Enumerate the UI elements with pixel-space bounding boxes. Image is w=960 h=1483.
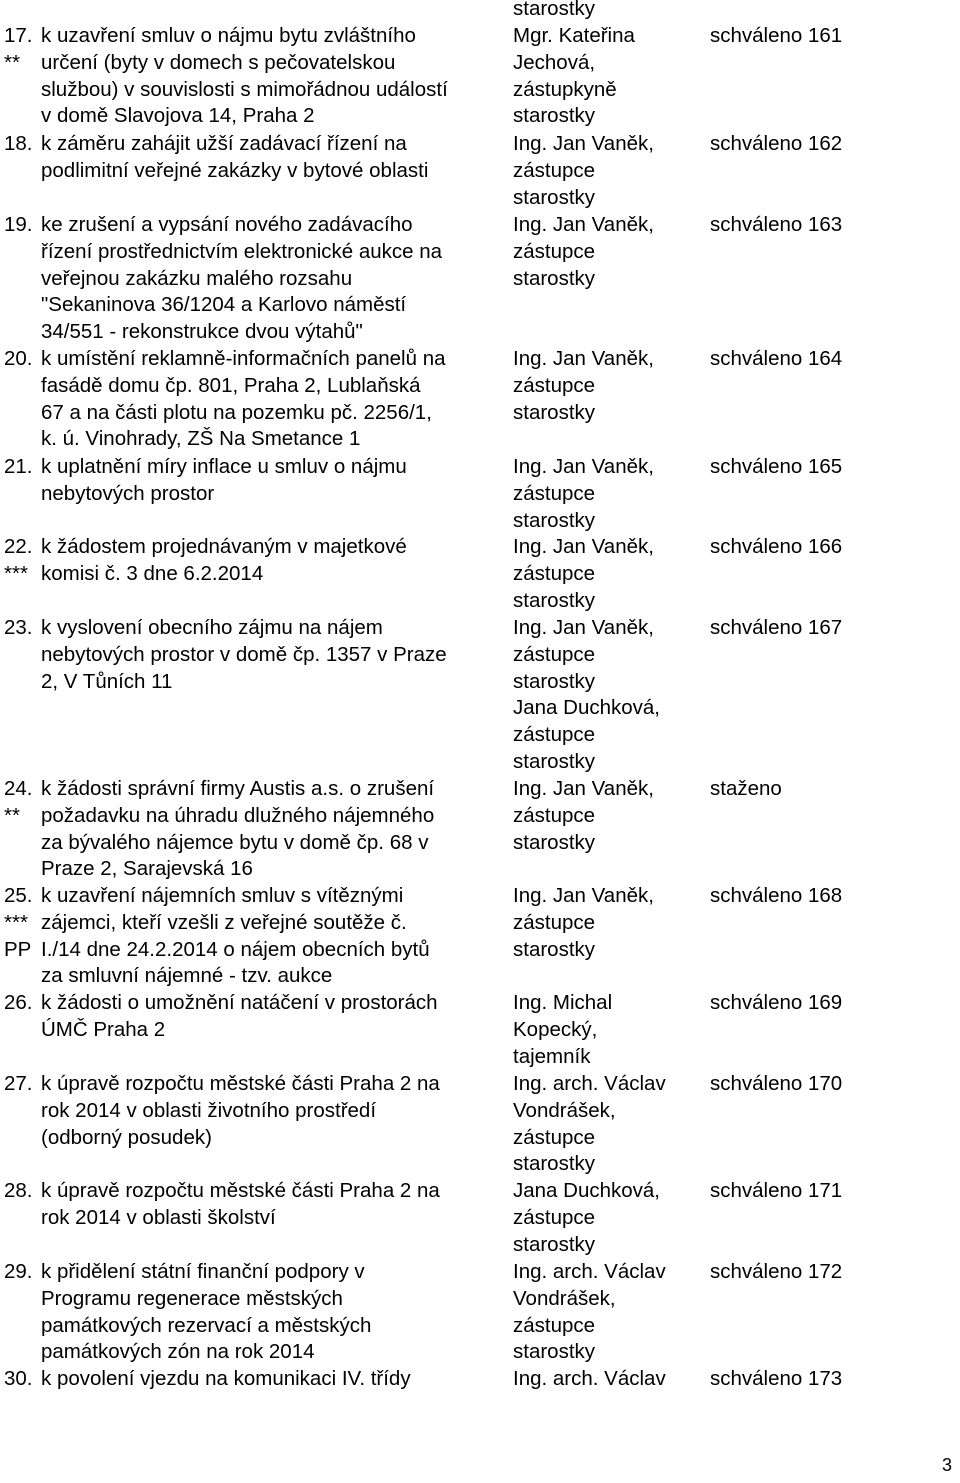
item-responsible: Mgr. Kateřina Jechová, zástupkyně starostky bbox=[513, 24, 635, 128]
item-text: k přidělení státní finanční podpory v Programu regenerace městských památkových rezervací a městských památkových zón na rok 2014 bbox=[41, 1260, 372, 1364]
item-number: 27. bbox=[4, 1072, 33, 1095]
item-number: 28. bbox=[4, 1179, 33, 1202]
item-result: schváleno 171 bbox=[710, 1179, 843, 1202]
item-text: k záměru zahájit užší zadávací řízení na podlimitní veřejné zakázky v bytové oblasti bbox=[41, 132, 429, 182]
item-number: 18. bbox=[4, 132, 33, 155]
item-number: 21. bbox=[4, 455, 33, 478]
item-responsible: Ing. Jan Vaněk, zástupce starostky bbox=[513, 884, 654, 961]
page-number: 3 bbox=[942, 1455, 953, 1475]
item-number: 20. bbox=[4, 347, 33, 370]
item-result: schváleno 161 bbox=[710, 24, 843, 47]
item-text: k žádosti správní firmy Austis a.s. o zrušení požadavku na úhradu dlužného nájemného za bývalého nájemce bytu v domě čp. 68 v Praze 2, Sarajevská 16 bbox=[41, 777, 435, 881]
item-number: 30. bbox=[4, 1367, 33, 1390]
item-text: k uzavření nájemních smluv s vítěznými zájemci, kteří vzešli z veřejné soutěže č. I./14 dne 24.2.2014 o nájem obecních bytů za smluvní nájemné - tzv. aukce bbox=[41, 884, 430, 988]
item-result: schváleno 170 bbox=[710, 1072, 843, 1095]
item-responsible: Ing. Jan Vaněk, zástupce starostky Jana Duchková, zástupce starostky bbox=[513, 616, 661, 773]
item-text: k povolení vjezdu na komunikaci IV. třídy bbox=[41, 1367, 411, 1390]
item-responsible: Ing. Jan Vaněk, zástupce starostky bbox=[513, 347, 654, 424]
item-number: 25. *** PP bbox=[4, 884, 33, 961]
item-responsible: Ing. Jan Vaněk, zástupce starostky bbox=[513, 213, 654, 290]
item-result: schváleno 172 bbox=[710, 1260, 843, 1283]
item-result: schváleno 173 bbox=[710, 1367, 843, 1390]
item-number: 17. ** bbox=[4, 24, 33, 74]
item-responsible: Ing. Michal Kopecký, tajemník bbox=[513, 991, 613, 1068]
item-responsible: Ing. Jan Vaněk, zástupce starostky bbox=[513, 777, 654, 854]
item-result: schváleno 167 bbox=[710, 616, 843, 639]
item-result: schváleno 169 bbox=[710, 991, 843, 1014]
item-result: schváleno 168 bbox=[710, 884, 843, 907]
item-text: k žádostem projednávaným v majetkové komisi č. 3 dne 6.2.2014 bbox=[41, 535, 407, 585]
item-responsible: Ing. Jan Vaněk, zástupce starostky bbox=[513, 132, 654, 209]
top-continuation-text: starostky bbox=[513, 0, 596, 20]
item-responsible: Ing. Jan Vaněk, zástupce starostky bbox=[513, 455, 654, 532]
item-responsible: Jana Duchková, zástupce starostky bbox=[513, 1179, 661, 1256]
item-responsible: Ing. arch. Václav Vondrášek, zástupce starostky bbox=[513, 1072, 666, 1176]
item-text: k úpravě rozpočtu městské části Praha 2 na rok 2014 v oblasti školství bbox=[41, 1179, 440, 1229]
item-number: 26. bbox=[4, 991, 33, 1014]
item-result: schváleno 164 bbox=[710, 347, 843, 370]
item-text: k žádosti o umožnění natáčení v prostorách ÚMČ Praha 2 bbox=[41, 991, 438, 1041]
item-responsible: Ing. arch. Václav Vondrášek, zástupce starostky bbox=[513, 1260, 666, 1364]
item-number: 19. bbox=[4, 213, 33, 236]
item-text: k vyslovení obecního zájmu na nájem nebytových prostor v domě čp. 1357 v Praze 2, V Tůních 11 bbox=[41, 616, 447, 693]
item-number: 23. bbox=[4, 616, 33, 639]
item-text: k úpravě rozpočtu městské části Praha 2 na rok 2014 v oblasti životního prostředí (odborný posudek) bbox=[41, 1072, 440, 1149]
item-result: schváleno 162 bbox=[710, 132, 843, 155]
item-text: k umístění reklamně-informačních panelů na fasádě domu čp. 801, Praha 2, Lublaňská 67 a na části plotu na pozemku pč. 2256/1, k. ú. Vinohrady, ZŠ Na Smetance 1 bbox=[41, 347, 446, 451]
item-number: 29. bbox=[4, 1260, 33, 1283]
item-responsible: Ing. Jan Vaněk, zástupce starostky bbox=[513, 535, 654, 612]
item-text: ke zrušení a vypsání nového zadávacího řízení prostřednictvím elektronické aukce na veřejnou zakázku malého rozsahu "Sekaninova 36/1204 a Karlovo náměstí 34/551 - rekonstrukce dvou výtahů" bbox=[41, 213, 443, 344]
item-result: schváleno 166 bbox=[710, 535, 843, 558]
item-result: schváleno 163 bbox=[710, 213, 843, 236]
item-responsible: Ing. arch. Václav bbox=[513, 1367, 666, 1390]
item-text: k uplatnění míry inflace u smluv o nájmu nebytových prostor bbox=[41, 455, 407, 505]
item-result: schváleno 165 bbox=[710, 455, 843, 478]
item-number: 24. ** bbox=[4, 777, 33, 827]
item-text: k uzavření smluv o nájmu bytu zvláštního určení (byty v domech s pečovatelskou službou) v souvislosti s mimořádnou událostí v domě Slavojova 14, Praha 2 bbox=[41, 24, 448, 128]
item-result: staženo bbox=[710, 777, 782, 800]
item-number: 22. *** bbox=[4, 535, 33, 585]
